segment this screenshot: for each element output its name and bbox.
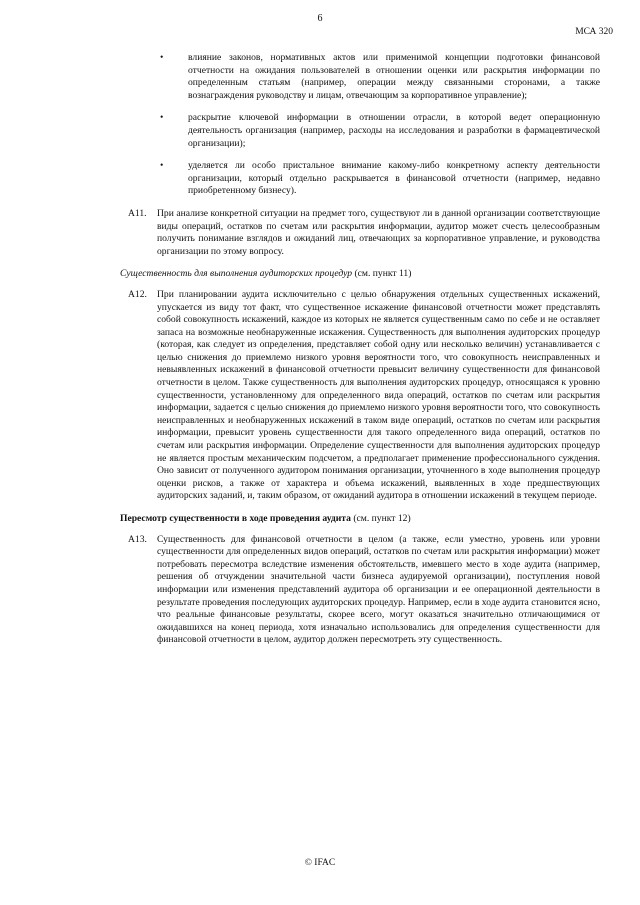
paragraph-a13 <box>120 534 600 647</box>
list-item <box>120 112 600 150</box>
list-item <box>120 160 600 198</box>
standard-label: МСА 320 <box>575 27 613 37</box>
bullet-icon: • <box>160 112 164 124</box>
page-number: 6 <box>317 13 323 24</box>
paragraph-text: При планировании аудита исключительно с целью обнаружения отдельных существенных искажений, упускается из виду тот факт, что существенное искажение финансовой отчетности может представлять собой совокупность искажений, каждое из которых не является существенным само по себе и не оставляет запаса на возможные необнаруженные искажения. Существенность для выполнения аудиторских процедур (которая, как следует из определения, представляет собой одну или несколько величин) устанавливается с целью снижения до приемлемо низкого уровня вероятности того, что совокупность неисправленных и невыявленных искажений в финансовой отчетности превысит величину существенности для финансовой отчетности в целом. Также существенность для выполнения аудиторских процедур, относящаяся к уровню существенности, установленному для определенного вида операций, остатков по счетам или раскрытия информации, задается с целью снижения до приемлемо низкого уровня вероятности того, что совокупность неисправленных и необнаруженных искажений в таком виде операций, остатков по счетам или раскрытия информации, превысит уровень существенности для такого определенного вида операций, остатков по счетам или раскрытия информации. Определение существенности для выполнения аудиторских процедур не является простым механическим подсчетом, а предполагает применение профессионального суждения. Оно зависит от полученного аудитором понимания организации, уточненного в ходе выполнения процедур оценки рисков, а также от характера и объема искажений, выявленных в ходе предшествующих аудиторских заданий, и, таким образом, от ожиданий аудитора в отношении искажений в текущем периоде. <box>157 288 600 502</box>
section-heading <box>120 513 600 526</box>
heading-title: Пересмотр существенности в ходе проведения аудита <box>120 513 351 524</box>
paragraph-a12 <box>120 289 600 503</box>
list-item <box>120 52 600 102</box>
bullet-list <box>120 52 600 198</box>
bullet-icon: • <box>160 52 164 63</box>
heading-reference: (см. пункт 12) <box>350 513 411 524</box>
paragraph-a11 <box>120 208 600 258</box>
bullet-text: влияние законов, нормативных актов или применимой концепции подготовки финансовой отчетности на ожидания пользователей в отношении оценки или раскрытия информации по определенным статьям (например, операции между связанными сторонами, а также вознаграждения руководству и лицам, отвечающим за корпоративное управление); <box>188 52 600 101</box>
bullet-text: раскрытие ключевой информации в отношении отрасли, в которой ведет операционную деятельность организация (например, расходы на исследования и разработки в фармацевтической организации); <box>188 112 600 149</box>
paragraph-number: A12. <box>128 288 147 300</box>
document-body <box>120 52 600 657</box>
heading-title: Существенность для выполнения аудиторских процедур <box>120 268 353 280</box>
bullet-icon: • <box>160 160 164 172</box>
heading-reference: (см. пункт 11) <box>352 268 412 280</box>
section-heading <box>120 268 600 281</box>
paragraph-text: Существенность для финансовой отчетности в целом (а также, если уместно, уровень или уровни существенности для определенных видов операций, остатков по счетам или раскрытия информации) может потребовать пересмотра вследствие изменения обстоятельств, имевшего место в ходе аудита (например, решения об отчуждении значительной части бизнеса аудируемой организации), поступления новой информации или изменения представлений аудитора об организации и ее операционной деятельности в результате проведения последующих аудиторских процедур. Например, если в ходе аудита становится ясно, что реальные финансовые результаты, скорее всего, могут оказаться значительно отличающимися от ожидавшихся на конец периода, хотя изначально использовались для определения существенности для финансовой отчетности в целом, аудитор должен пересмотреть эту существенность. <box>157 533 601 646</box>
paragraph-number: A11. <box>128 207 147 219</box>
footer-copyright: © IFAC <box>304 858 336 868</box>
paragraph-text: При анализе конкретной ситуации на предмет того, существуют ли в данной организации соответствующие виды операций, остатков по счетам или раскрытия информации, аудитор может счесть целесообразным получить понимание взглядов и ожиданий лиц, отвечающих за корпоративное управление, и руководства организации по этому вопросу. <box>157 207 600 257</box>
bullet-text: уделяется ли особо пристальное внимание какому-либо конкретному аспекту деятельности организации, который отдельно раскрывается в финансовой отчетности (например, недавно приобретенному бизнесу). <box>188 160 600 197</box>
paragraph-number: A13. <box>128 533 147 545</box>
